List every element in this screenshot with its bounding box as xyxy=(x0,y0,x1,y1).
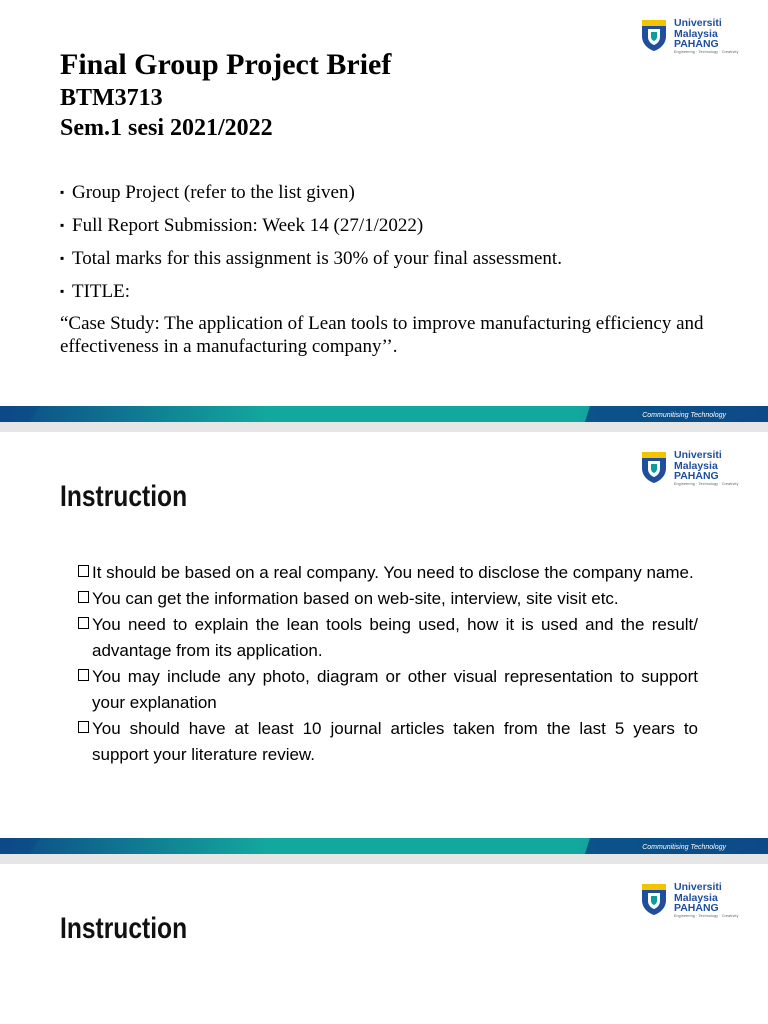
brief-bullet xyxy=(60,242,740,275)
checkbox-bullet-icon xyxy=(78,565,89,577)
logo-tagline: Engineering · Technology · Creativity xyxy=(674,481,739,486)
brief-bullet xyxy=(60,209,740,242)
bullet-marker: ▪ xyxy=(60,185,65,199)
slide-instruction-continued xyxy=(0,864,768,1024)
logo-line-2: Malaysia xyxy=(674,891,718,904)
instruction-list xyxy=(78,560,698,768)
list-item-text: It should be based on a real company. You need to disclose the company name. xyxy=(92,563,694,582)
bullet-text: Total marks for this assignment is 30% of your final assessment. xyxy=(72,248,562,269)
logo-line-3: PAHANG xyxy=(674,902,719,914)
university-logo xyxy=(640,18,760,54)
bullet-text: Full Report Submission: Week 14 (27/1/2022) xyxy=(72,215,424,236)
list-item xyxy=(78,612,698,664)
footer-tagline: Communitising Technology xyxy=(642,412,726,419)
ump-shield-icon xyxy=(640,18,668,52)
list-item xyxy=(78,586,698,612)
slide-project-brief xyxy=(0,0,768,422)
checkbox-bullet-icon xyxy=(78,669,89,681)
bullet-text: TITLE: xyxy=(72,281,131,302)
list-item xyxy=(78,664,698,716)
university-logo xyxy=(640,882,760,918)
brief-bullet xyxy=(60,176,740,209)
slide-title: Instruction xyxy=(60,912,188,945)
semester: Sem.1 sesi 2021/2022 xyxy=(60,115,273,141)
footer-band xyxy=(0,406,768,422)
university-logo xyxy=(640,450,760,486)
ump-shield-icon xyxy=(640,882,668,916)
list-item xyxy=(78,716,698,768)
bullet-marker: ▪ xyxy=(60,218,65,232)
logo-line-2: Malaysia xyxy=(674,459,718,472)
list-item xyxy=(78,560,698,586)
logo-line-3: PAHANG xyxy=(674,470,719,482)
logo-tagline: Engineering · Technology · Creativity xyxy=(674,49,739,54)
ump-shield-icon xyxy=(640,450,668,484)
checkbox-bullet-icon xyxy=(78,721,89,733)
logo-line-1: Universiti xyxy=(674,881,722,893)
checkbox-bullet-icon xyxy=(78,617,89,629)
slide-instruction xyxy=(0,432,768,854)
logo-line-1: Universiti xyxy=(674,449,722,461)
slide-title: Final Group Project Brief xyxy=(60,48,392,81)
list-item-text: You may include any photo, diagram or other visual representation to support your explanation xyxy=(92,667,698,712)
checkbox-bullet-icon xyxy=(78,591,89,603)
bullet-marker: ▪ xyxy=(60,284,65,298)
list-item-text: You should have at least 10 journal articles taken from the last 5 years to support your literature review. xyxy=(92,719,698,764)
slide-separator xyxy=(0,854,768,864)
logo-line-1: Universiti xyxy=(674,17,722,29)
bullet-text: Group Project (refer to the list given) xyxy=(72,182,355,203)
slide-title: Instruction xyxy=(60,480,188,513)
footer-tagline: Communitising Technology xyxy=(642,844,726,851)
logo-tagline: Engineering · Technology · Creativity xyxy=(674,913,739,918)
slide-separator xyxy=(0,422,768,432)
list-item-text: You can get the information based on web-site, interview, site visit etc. xyxy=(92,589,619,608)
brief-body xyxy=(60,176,740,358)
logo-line-2: Malaysia xyxy=(674,27,718,40)
project-title-quote: “Case Study: The application of Lean tools to improve manufacturing efficiency and effectiveness in a manufacturing company’’. xyxy=(60,313,704,357)
footer-band xyxy=(0,838,768,854)
course-code: BTM3713 xyxy=(60,85,163,111)
brief-bullet xyxy=(60,275,740,308)
logo-line-3: PAHANG xyxy=(674,38,719,50)
list-item-text: You need to explain the lean tools being used, how it is used and the result/ advantage from its application. xyxy=(92,615,698,660)
bullet-marker: ▪ xyxy=(60,251,65,265)
